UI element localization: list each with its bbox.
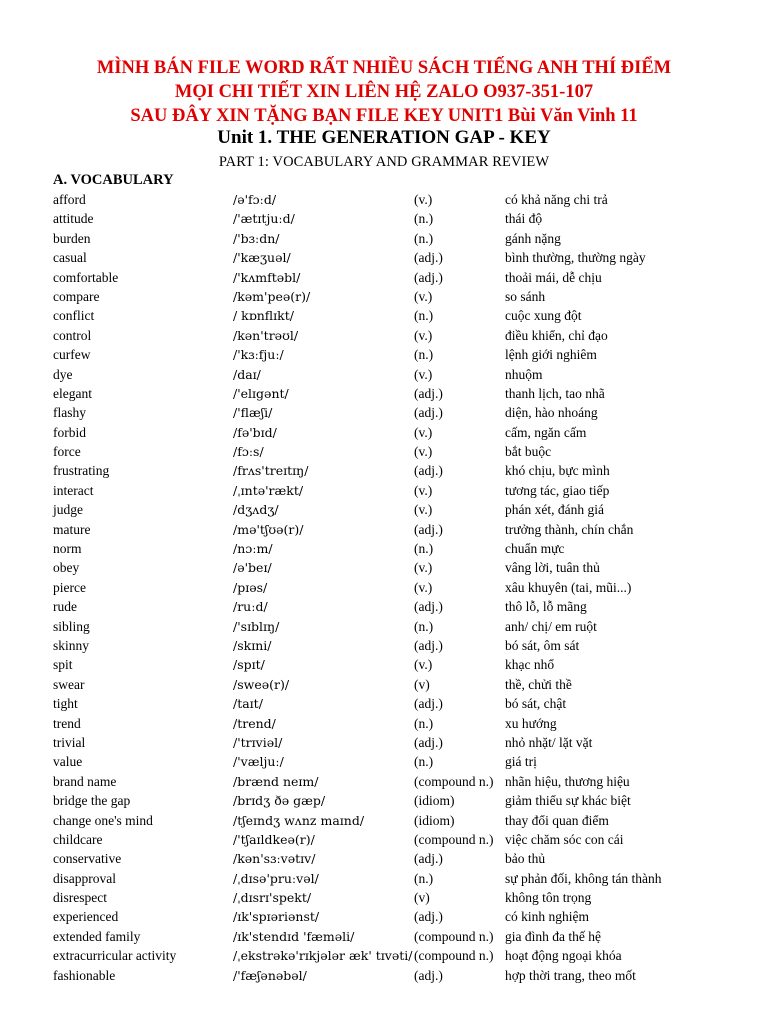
- vocab-row: [0, 345, 768, 364]
- vocab-word: frustrating: [53, 463, 110, 479]
- vocab-row: [0, 248, 768, 267]
- vocab-meaning: xâu khuyên (tai, mũi...): [505, 579, 632, 595]
- vocab-word: childcare: [53, 831, 103, 847]
- vocab-ipa: /kəm'peə(r)/: [233, 288, 311, 304]
- vocab-row: [0, 714, 768, 733]
- vocab-word: afford: [53, 192, 86, 207]
- vocab-pos: (v.): [414, 657, 433, 673]
- vocab-pos: (v.): [414, 366, 433, 382]
- vocab-row: [0, 403, 768, 422]
- vocab-word: brand name: [53, 773, 117, 789]
- vocab-meaning: diện, hào nhoáng: [505, 405, 598, 421]
- vocab-pos: (n.): [414, 541, 434, 557]
- vocab-ipa: /pɪəs/: [233, 579, 268, 595]
- vocab-ipa: /'sɪblɪŋ/: [233, 618, 280, 634]
- vocab-ipa: /'væljuː/: [233, 754, 284, 770]
- vocab-pos: (idiom): [414, 812, 455, 828]
- vocab-pos: (v.): [414, 502, 433, 518]
- vocab-row: [0, 520, 768, 539]
- vocab-pos: (n.): [414, 211, 434, 227]
- vocab-ipa: /mə'tʃʊə(r)/: [233, 521, 304, 537]
- promo-line-3: SAU ĐÂY XIN TẶNG BẠN FILE KEY UNIT1 Bùi Văn Vinh 11: [130, 106, 638, 126]
- vocab-ipa: /ɪk'spɪəriənst/: [233, 909, 320, 925]
- vocabulary-list: [0, 190, 768, 985]
- vocab-pos: (n.): [414, 754, 434, 770]
- vocab-ipa: /ruːd/: [233, 599, 268, 615]
- vocab-pos: (idiom): [414, 793, 455, 809]
- vocab-pos: (adj.): [414, 269, 443, 285]
- vocab-row: [0, 209, 768, 228]
- vocab-ipa: /frʌs'treɪtɪŋ/: [233, 463, 309, 479]
- vocab-pos: (v.): [414, 192, 433, 207]
- vocab-word: value: [53, 754, 83, 770]
- vocab-ipa: /'trɪviəl/: [233, 734, 283, 750]
- vocab-row: [0, 190, 768, 209]
- vocab-row: [0, 694, 768, 713]
- vocab-ipa: /'kæʒuəl/: [233, 250, 291, 266]
- vocab-word: extended family: [53, 928, 141, 944]
- vocab-meaning: hoạt động ngoại khóa: [505, 948, 622, 964]
- vocab-word: trend: [53, 715, 81, 731]
- vocab-row: [0, 791, 768, 810]
- vocab-word: change one's mind: [53, 812, 153, 828]
- vocab-word: conservative: [53, 851, 122, 867]
- vocab-row: [0, 636, 768, 655]
- vocab-row: [0, 384, 768, 403]
- vocab-row: [0, 268, 768, 287]
- vocab-pos: (v.): [414, 560, 433, 576]
- vocab-meaning: hợp thời trang, theo mốt: [505, 967, 636, 983]
- vocab-row: [0, 966, 768, 985]
- vocab-row: [0, 655, 768, 674]
- vocab-meaning: gánh nặng: [505, 230, 561, 246]
- vocab-pos: (v.): [414, 444, 433, 460]
- vocab-row: [0, 752, 768, 771]
- vocab-meaning: chuẩn mực: [505, 541, 565, 557]
- vocab-ipa: /ə'beɪ/: [233, 560, 272, 576]
- vocab-row: [0, 442, 768, 461]
- vocab-pos: (n.): [414, 308, 434, 324]
- vocab-meaning: giá trị: [505, 754, 537, 770]
- vocab-pos: (v): [414, 890, 430, 906]
- vocab-row: [0, 597, 768, 616]
- vocab-meaning: thanh lịch, tao nhã: [505, 385, 605, 401]
- vocab-row: [0, 578, 768, 597]
- vocab-row: [0, 500, 768, 519]
- vocab-ipa: /ˌdɪsrɪ'spekt/: [233, 890, 312, 906]
- vocab-meaning: có khả năng chi trả: [505, 192, 608, 207]
- vocab-word: spit: [53, 657, 73, 673]
- vocab-ipa: /skɪni/: [233, 637, 272, 653]
- vocab-pos: (adj.): [414, 637, 443, 653]
- vocab-word: dye: [53, 366, 73, 382]
- vocab-row: [0, 558, 768, 577]
- vocab-word: comfortable: [53, 269, 119, 285]
- vocab-word: tight: [53, 696, 78, 712]
- vocab-ipa: /'tʃaɪldkeə(r)/: [233, 831, 315, 847]
- vocab-ipa: /'kʌmftəbl/: [233, 269, 301, 285]
- vocab-pos: (v.): [414, 579, 433, 595]
- vocab-pos: (adj.): [414, 696, 443, 712]
- vocab-ipa: /ˌekstrəkə'rɪkjələr æk' tɪvəti/: [233, 948, 413, 964]
- vocab-ipa: / kɒnflɪkt/: [233, 308, 294, 324]
- promo-line-2: MỌI CHI TIẾT XIN LIÊN HỆ ZALO O937-351-107: [174, 82, 594, 102]
- vocab-pos: (n.): [414, 618, 434, 634]
- vocab-pos: (adj.): [414, 385, 443, 401]
- vocab-word: mature: [53, 521, 91, 537]
- vocab-word: rude: [53, 599, 77, 615]
- vocab-word: norm: [53, 541, 82, 557]
- vocab-row: [0, 888, 768, 907]
- vocab-pos: (compound n.): [414, 831, 494, 847]
- vocab-meaning: sự phản đối, không tán thành: [505, 870, 662, 886]
- vocab-word: curfew: [53, 347, 91, 363]
- vocab-word: forbid: [53, 424, 86, 440]
- vocab-word: experienced: [53, 909, 119, 925]
- vocab-word: bridge the gap: [53, 793, 131, 809]
- vocab-meaning: vâng lời, tuân thủ: [505, 560, 600, 576]
- vocab-word: fashionable: [53, 967, 116, 983]
- vocab-meaning: không tôn trọng: [505, 890, 592, 906]
- vocab-row: [0, 675, 768, 694]
- vocab-row: [0, 229, 768, 248]
- vocab-meaning: lệnh giới nghiêm: [505, 347, 597, 363]
- vocab-pos: (v): [414, 676, 430, 692]
- vocab-pos: (n.): [414, 347, 434, 363]
- vocab-row: [0, 733, 768, 752]
- vocab-row: [0, 927, 768, 946]
- vocab-word: skinny: [53, 637, 90, 653]
- vocab-row: [0, 946, 768, 965]
- vocab-ipa: /fɔːs/: [233, 444, 264, 460]
- vocab-ipa: /ə'fɔːd/: [233, 192, 277, 207]
- vocab-pos: (adj.): [414, 599, 443, 615]
- vocab-meaning: cuộc xung đột: [505, 308, 582, 324]
- vocab-meaning: bó sát, chật: [505, 696, 567, 712]
- vocab-row: [0, 326, 768, 345]
- vocab-pos: (v.): [414, 424, 433, 440]
- vocab-meaning: khó chịu, bực mình: [505, 463, 610, 479]
- vocab-ipa: /daɪ/: [233, 366, 261, 382]
- vocab-meaning: điều khiển, chỉ đạo: [505, 327, 608, 343]
- vocab-meaning: thay đổi quan điểm: [505, 812, 609, 828]
- vocab-word: extracurricular activity: [53, 948, 177, 964]
- part-title: PART 1: VOCABULARY AND GRAMMAR REVIEW: [218, 154, 550, 170]
- vocab-meaning: thái độ: [505, 211, 543, 227]
- vocab-pos: (v.): [414, 327, 433, 343]
- vocab-ipa: /brɪdʒ ðə gæp/: [233, 793, 326, 809]
- vocab-ipa: /spɪt/: [233, 657, 265, 673]
- vocab-meaning: xu hướng: [505, 715, 557, 731]
- vocab-meaning: cấm, ngăn cấm: [505, 424, 587, 440]
- vocab-pos: (compound n.): [414, 928, 494, 944]
- vocab-meaning: bình thường, thường ngày: [505, 250, 646, 266]
- vocab-meaning: phán xét, đánh giá: [505, 502, 604, 518]
- vocab-row: [0, 849, 768, 868]
- vocab-row: [0, 306, 768, 325]
- vocab-ipa: /kən'trəʊl/: [233, 327, 299, 343]
- vocab-word: flashy: [53, 405, 86, 421]
- vocab-row: [0, 365, 768, 384]
- vocab-meaning: có kinh nghiệm: [505, 909, 589, 925]
- vocab-word: interact: [53, 482, 94, 498]
- vocab-pos: (adj.): [414, 851, 443, 867]
- vocab-pos: (compound n.): [414, 948, 494, 964]
- vocab-ipa: /'elɪgənt/: [233, 385, 289, 401]
- vocab-meaning: nhãn hiệu, thương hiệu: [505, 773, 630, 789]
- vocab-row: [0, 423, 768, 442]
- vocab-word: force: [53, 444, 81, 460]
- vocab-ipa: /brænd neɪm/: [233, 773, 319, 789]
- vocab-row: [0, 481, 768, 500]
- vocab-word: conflict: [53, 308, 95, 324]
- vocab-row: [0, 287, 768, 306]
- vocab-pos: (n.): [414, 715, 434, 731]
- vocab-meaning: thề, chửi thề: [505, 676, 572, 692]
- vocab-pos: (compound n.): [414, 773, 494, 789]
- vocab-word: sibling: [53, 618, 90, 634]
- vocab-meaning: bảo thủ: [505, 851, 546, 867]
- vocab-row: [0, 869, 768, 888]
- vocab-row: [0, 461, 768, 480]
- vocab-word: burden: [53, 230, 91, 246]
- vocab-ipa: /'kɜːfjuː/: [233, 347, 284, 363]
- promo-line-1: MÌNH BÁN FILE WORD RẤT NHIỀU SÁCH TIẾNG ANH THÍ ĐIỂM: [96, 58, 672, 78]
- vocab-pos: (adj.): [414, 463, 443, 479]
- vocab-meaning: việc chăm sóc con cái: [505, 831, 624, 847]
- vocab-word: casual: [53, 250, 87, 266]
- vocab-ipa: /ˌɪntə'rækt/: [233, 482, 304, 498]
- vocab-ipa: /fə'bɪd/: [233, 424, 277, 440]
- vocab-pos: (adj.): [414, 521, 443, 537]
- vocab-meaning: trưởng thành, chín chắn: [505, 521, 634, 537]
- vocab-pos: (adj.): [414, 250, 443, 266]
- vocab-row: [0, 830, 768, 849]
- vocab-pos: (v.): [414, 288, 433, 304]
- vocab-ipa: /tʃeɪndʒ wʌnz maɪnd/: [233, 812, 365, 828]
- vocab-pos: (n.): [414, 230, 434, 246]
- vocab-meaning: giảm thiểu sự khác biệt: [505, 793, 631, 809]
- vocab-meaning: gia đình đa thế hệ: [505, 928, 601, 944]
- vocab-word: obey: [53, 560, 80, 576]
- vocab-pos: (n.): [414, 870, 434, 886]
- vocab-word: disrespect: [53, 890, 107, 906]
- vocab-row: [0, 811, 768, 830]
- unit-title: Unit 1. THE GENERATION GAP - KEY: [217, 127, 551, 148]
- vocab-meaning: thoải mái, dễ chịu: [505, 269, 602, 285]
- vocab-ipa: /kən'sɜːvətɪv/: [233, 851, 316, 867]
- vocab-meaning: nhuộm: [505, 366, 543, 382]
- vocab-ipa: /'fæʃənəbəl/: [233, 967, 307, 983]
- section-heading: A. VOCABULARY: [53, 172, 174, 188]
- vocab-word: judge: [53, 502, 83, 518]
- vocab-row: [0, 539, 768, 558]
- vocab-ipa: /taɪt/: [233, 696, 263, 712]
- vocab-meaning: khạc nhổ: [505, 657, 555, 673]
- vocab-meaning: so sánh: [505, 288, 546, 304]
- vocab-row: [0, 772, 768, 791]
- vocab-pos: (adj.): [414, 405, 443, 421]
- vocab-word: swear: [53, 676, 85, 692]
- vocab-word: pierce: [53, 579, 86, 595]
- vocab-word: elegant: [53, 385, 92, 401]
- vocab-pos: (adj.): [414, 909, 443, 925]
- vocab-meaning: tương tác, giao tiếp: [505, 482, 610, 498]
- vocab-ipa: /ɪk'stendɪd 'fæməli/: [233, 928, 355, 944]
- vocab-ipa: /ˌdɪsə'pruːvəl/: [233, 870, 319, 886]
- vocab-ipa: /dʒʌdʒ/: [233, 502, 279, 518]
- vocab-ipa: /sweə(r)/: [233, 676, 290, 692]
- vocab-word: compare: [53, 288, 100, 304]
- vocab-pos: (adj.): [414, 734, 443, 750]
- vocab-row: [0, 617, 768, 636]
- vocab-meaning: nhỏ nhặt/ lặt vặt: [505, 734, 593, 750]
- vocab-meaning: thô lỗ, lỗ mãng: [505, 599, 587, 615]
- vocab-pos: (adj.): [414, 967, 443, 983]
- vocab-word: trivial: [53, 734, 86, 750]
- vocab-row: [0, 907, 768, 926]
- vocab-ipa: /trend/: [233, 715, 276, 731]
- vocab-meaning: bó sát, ôm sát: [505, 637, 580, 653]
- vocab-word: control: [53, 327, 92, 343]
- vocab-pos: (v.): [414, 482, 433, 498]
- vocab-meaning: anh/ chị/ em ruột: [505, 618, 597, 634]
- vocab-ipa: /'ætɪtjuːd/: [233, 211, 295, 227]
- vocab-word: attitude: [53, 211, 94, 227]
- vocab-ipa: /'bɜːdn/: [233, 230, 280, 246]
- vocab-ipa: /'flæʃi/: [233, 405, 273, 421]
- vocab-word: disapproval: [53, 870, 116, 886]
- vocab-meaning: bắt buộc: [505, 444, 552, 460]
- vocab-ipa: /nɔːm/: [233, 541, 273, 557]
